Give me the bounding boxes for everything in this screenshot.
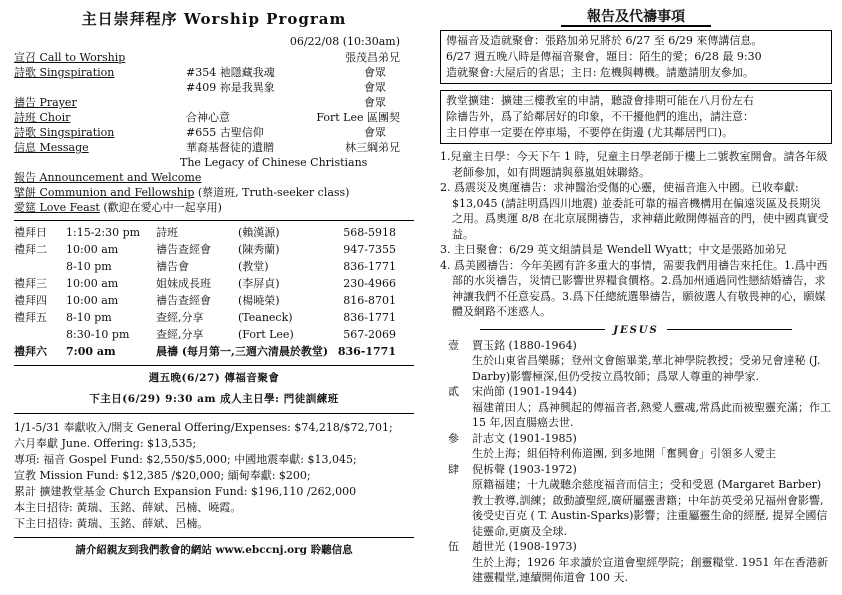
schedule-event: 禱告查經會 [156, 294, 211, 307]
bio-number: 壹 [448, 338, 459, 352]
schedule-contact: (賴漢源) [238, 226, 280, 239]
evangelism-box [440, 30, 832, 84]
program-person: Fort Lee 區團契 [316, 111, 400, 124]
bio-heading [440, 462, 832, 478]
communion-note: (蔡道班, Truth-seeker class) [197, 186, 350, 199]
schedule-time: 10:00 am [66, 277, 119, 290]
divider-rule [14, 413, 414, 414]
bio-name: 倪柝聲 (1903-1972) [472, 462, 577, 476]
friday-meeting: 週五晚(6/27) 傳福音聚會 [148, 372, 280, 384]
usher-line: 下主日招待: 黃瑞、玉銘、薛斌、呂楠。 [14, 517, 209, 530]
program-label: 信息 Message [14, 141, 89, 154]
program-label: 禱告 Prayer [14, 96, 77, 109]
program-row [14, 65, 414, 80]
program-label: 宣召 Call to Worship [14, 51, 126, 64]
program-item: #655 古聖信仰 [186, 126, 264, 139]
schedule-phone: 947-7355 [343, 243, 396, 256]
schedule-time: 7:00 am [66, 345, 116, 358]
program-row [14, 200, 414, 215]
schedule-phone: 567-2069 [343, 328, 396, 341]
love-feast-label: 愛筵 Love Feast [14, 201, 100, 214]
bio-heading [440, 338, 832, 354]
weekly-schedule [14, 224, 414, 360]
finance-line: 宣教 Mission Fund: $12,385 /$20,000; 緬甸奉獻: $200; [14, 469, 311, 482]
program-row [14, 170, 414, 185]
announcement-label: 報告 Announcement and Welcome [14, 171, 202, 184]
schedule-row [14, 241, 414, 258]
program-person: 林三綱弟兄 [345, 141, 400, 154]
schedule-contact: (教堂) [238, 260, 269, 273]
schedule-time: 10:00 am [66, 294, 119, 307]
program-row [14, 125, 414, 140]
schedule-day: 禮拜六 [14, 345, 47, 358]
schedule-row [14, 275, 414, 292]
prayer-item: 4. 爲美國禱告：今年美國有許多重大的事情，需要我們用禱告來托住。1.爲中西部的水災禱告，災情已影響世界糧食價格。2.爲加州通過同性戀結婚禱告，求神讓我們不任意妄爲。3.爲下任總統選舉禱告，願彼選人有敬畏神的心，願媒體及網路不迷惑人。 [440, 258, 828, 318]
schedule-day: 禮拜四 [14, 294, 47, 307]
schedule-row [14, 258, 414, 275]
schedule-contact: (陳秀蘭) [238, 243, 280, 256]
schedule-event: 禱告會 [156, 260, 189, 273]
bio-description: 生於山東省昌樂縣；登州文會館畢業,華北神學院教授；受弟兄會達秘 (J. Darby)影響極深,但仍受按立爲牧師；爲眾人尊重的神學家. [472, 354, 821, 383]
schedule-row [14, 292, 414, 309]
finance-line: 累計 擴建教堂基金 Church Expansion Fund: $196,110 /262,000 [14, 485, 357, 498]
bio-name: 趙世光 (1908-1973) [472, 540, 577, 553]
schedule-phone: 230-4966 [343, 277, 396, 290]
schedule-contact: (Fort Lee) [238, 328, 294, 341]
program-person: 會眾 [364, 66, 386, 79]
announcements-title [440, 6, 832, 26]
schedule-day: 禮拜五 [14, 311, 47, 324]
bio-number: 貳 [448, 385, 459, 398]
bio-heading [440, 431, 832, 447]
schedule-row [14, 343, 414, 360]
bio-description: 福建莆田人；爲神興起的傳福音者,熱愛人靈魂,常爲此而被聖靈充滿；作工 15 年,因直腸癌去世. [472, 400, 831, 429]
bio-description: 生於上海；1926 年求讀於宣道會聖經學院；創靈糧堂. 1951 年在香港新建靈糧堂,連續開佈道會 100 天. [472, 555, 828, 584]
bio-description: 原籍福建；十九歲聽余慈度福音而信主；受和受恩 (Margaret Barber)教士教導,訓練；啟動讀聖經,廣研屬靈書籍；中年訪英受弟兄福州會影響,後受史百克 ( T. Austin-Sparks)影響；注重屬靈生命的經歷, 提昇全國信徒靈命,更廣及全球. [472, 478, 828, 538]
bio-name: 宋尚節 (1901-1944) [472, 385, 577, 398]
program-person: 會眾 [364, 126, 386, 139]
schedule-phone: 816-8701 [343, 294, 396, 307]
finance-line: 1/1-5/31 奉獻收入/開支 General Offering/Expenses: $74,218/$72,701; [14, 421, 393, 434]
schedule-phone: 836-1771 [343, 260, 396, 273]
program-label: 詩歌 Singspiration [14, 126, 115, 139]
program-item: 合神心意 [186, 111, 230, 124]
box-line: 造就聚會:大屋后的省思；主日: 危機與轉機。請邀請朋友參加。 [446, 66, 754, 79]
jesus-divider [440, 323, 832, 335]
program-list [14, 50, 414, 215]
schedule-day: 禮拜日 [14, 226, 47, 239]
schedule-row [14, 326, 414, 343]
usher-line: 本主日招待: 黃瑞、玉銘、薛斌、呂楠、曉霞。 [14, 501, 242, 514]
expansion-box [440, 90, 832, 144]
message-english-title: The Legacy of Chinese Christians [180, 156, 368, 169]
schedule-phone: 836-1771 [337, 345, 396, 358]
prayer-items [440, 149, 832, 320]
jesus-ornament: JESUS [605, 325, 667, 336]
bio-number: 肆 [448, 462, 459, 476]
bio-heading [440, 539, 832, 555]
schedule-time: 1:15-2:30 pm [66, 226, 141, 239]
prayer-item: 2. 爲震災及奧運禱告：求神醫治受傷的心靈，使福音進入中國。已收奉獻: $13,045 (請註明爲四川地震) 並委託可靠的福音機構用在偏遠災區及長期災之用。爲奧運 8/8 在北京展開禱告，求神藉此敞開傳福音的門，使中國真實受益。 [440, 181, 829, 241]
schedule-row [14, 224, 414, 241]
box-line: 除禱告外，爲了給鄰居好的印象，不干擾他們的進出，請注意： [446, 110, 754, 123]
finance-line: 六月奉獻 June. Offering: $13,535; [14, 437, 197, 450]
program-row [14, 155, 414, 170]
schedule-day: 禮拜二 [14, 243, 47, 256]
schedule-event: 晨禱 (每月第一,三週六清晨於教堂) [156, 345, 329, 358]
schedule-phone: 568-5918 [343, 226, 396, 239]
program-label: 詩歌 Singspiration [14, 66, 115, 79]
schedule-day: 禮拜三 [14, 277, 47, 290]
next-sunday-class: 下主日(6/29) 9:30 am 成人主日學: 門徒訓練班 [89, 393, 339, 405]
program-person: 張茂昌弟兄 [345, 51, 400, 64]
website-note: 請介紹親友到我們教會的網站 www.ebccnj.org 聆聽信息 [75, 544, 353, 556]
program-label: 詩班 Choir [14, 111, 71, 124]
bio-number: 參 [448, 431, 459, 445]
finance-section [14, 420, 414, 532]
box-line: 主日停車一定要在停車場，不要停在街邊 (尤其鄰居門口)。 [446, 126, 734, 139]
program-person: 會眾 [364, 96, 386, 109]
schedule-phone: 836-1771 [343, 311, 396, 324]
prayer-item: 1.兒童主日學：今天下午 1 時，兒童主日學老師于樓上二號教室開會。請各年級老師參加，如有問題請與慕嵐姐妹聯絡。 [440, 150, 828, 179]
communion-label: 擘餅 Communion and Fellowship [14, 186, 195, 199]
program-item: #354 祂隱藏我魂 [186, 66, 275, 79]
schedule-event: 查經,分享 [156, 311, 204, 324]
prayer-item: 3. 主日聚會：6/29 英文組請員是 Wendell Wyatt；中文是張路加弟兄 [440, 243, 787, 256]
program-row [14, 185, 414, 200]
box-line: 教堂擴建：擴建三樓教室的申請，聽證會排期可能在八月份左右 [446, 94, 754, 107]
announcements-column [440, 0, 832, 586]
schedule-contact: (Teaneck) [238, 311, 293, 324]
worship-program-column [14, 0, 414, 557]
program-item: #409 祢是我異象 [186, 81, 275, 94]
box-line: 傳福音及造就聚會：張路加弟兄將於 6/27 至 6/29 來傳講信息。 [446, 34, 763, 47]
schedule-event: 查經,分享 [156, 328, 204, 341]
program-person: 會眾 [364, 81, 386, 94]
schedule-time: 8-10 pm [66, 260, 112, 273]
finance-line: 專項: 福音 Gospel Fund: $2,550/$5,000; 中國地震奉獻: $13,045; [14, 453, 357, 466]
schedule-event: 禱告查經會 [156, 243, 211, 256]
bio-number: 伍 [448, 540, 459, 553]
bio-heading [440, 384, 832, 400]
box-line: 6/27 週五晚八時是傳福音聚會，題目：陌生的愛；6/28 最 9:30 [446, 50, 762, 63]
divider-rule [14, 537, 414, 538]
biographies [440, 338, 832, 586]
divider-rule [14, 220, 414, 221]
program-row [14, 80, 414, 95]
program-row [14, 110, 414, 125]
bio-description: 生於上海；組佰特利佈道團, 到多地開「奮興會」引領多人愛主 [472, 447, 776, 460]
program-row [14, 50, 414, 65]
schedule-contact: (李屏貞) [238, 277, 280, 290]
schedule-event: 詩班 [156, 226, 178, 239]
program-row [14, 95, 414, 110]
divider-rule [14, 365, 414, 366]
program-item: 華裔基督徒的遺贈 [186, 141, 274, 154]
announcements-title-text: 報告及代禱事項 [561, 9, 711, 27]
love-feast-note: (歡迎在愛心中一起享用) [103, 201, 222, 214]
bio-name: 計志文 (1901-1985) [472, 431, 577, 445]
service-date: 06/22/08 (10:30am) [289, 35, 400, 48]
program-title: 主日崇拜程序 Worship Program [81, 10, 347, 28]
schedule-contact: (楊曉榮) [238, 294, 280, 307]
schedule-time: 8-10 pm [66, 311, 112, 324]
program-row [14, 140, 414, 155]
bio-name: 賈玉銘 (1880-1964) [472, 338, 577, 352]
schedule-event: 姐妹成長班 [156, 277, 211, 290]
schedule-time: 8:30-10 pm [66, 328, 130, 341]
schedule-row [14, 309, 414, 326]
schedule-time: 10:00 am [66, 243, 119, 256]
